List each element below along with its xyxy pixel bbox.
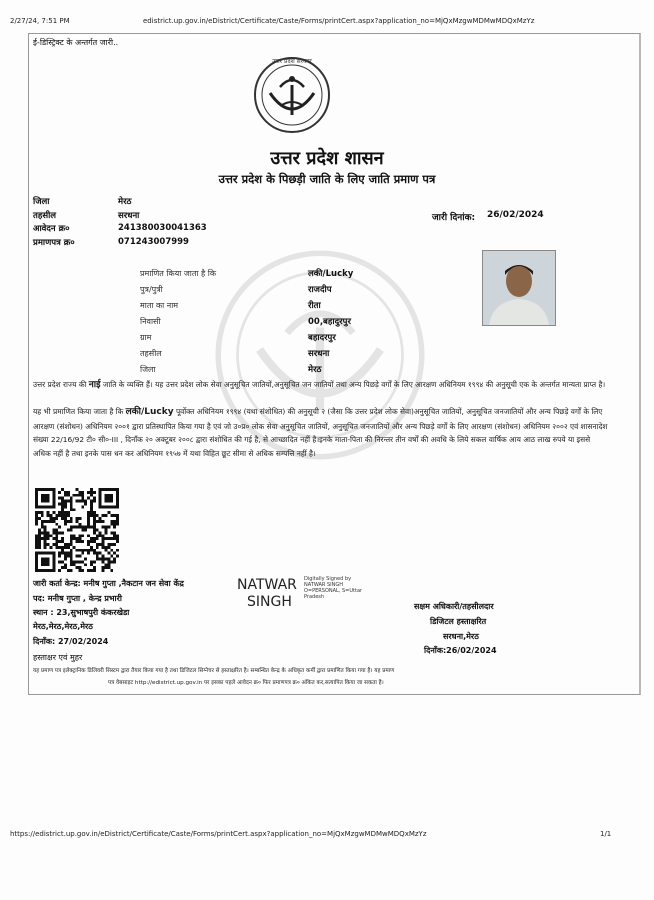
- issue-date-label: जारी दिनांक:: [432, 213, 476, 223]
- qr-code: [35, 488, 119, 572]
- authority-place: सरधना,मेरठ: [443, 632, 479, 641]
- caste-name: नाई: [88, 380, 101, 390]
- field-label: ग्राम: [140, 333, 152, 342]
- issue-date: 26/02/2024: [487, 210, 544, 220]
- field-label: तहसील: [140, 349, 162, 358]
- digital-signature-name-line2: SINGH: [247, 594, 292, 610]
- resident-value: 00,बहादुरपुर: [308, 317, 351, 327]
- certificate-number-label: प्रमाणपत्र क्र०: [33, 238, 75, 248]
- print-url: edistrict.up.gov.in/eDistrict/Certificate/Caste/Forms/printCert.aspx?application_no=MjQxMzgwMDMwMDQxMzYz: [143, 17, 535, 25]
- issuer-place: स्थान : 23,सुभाषपुरी कंकरखेडा: [33, 608, 130, 617]
- holder-name-inline: लकी/Lucky: [125, 407, 174, 417]
- mother-name: रीता: [308, 301, 321, 311]
- village-value: बहादरपुर: [308, 333, 336, 343]
- field-label: माता का नाम: [140, 301, 179, 310]
- verification-note-line1: यह प्रमाण पत्र इलेक्ट्रानिक डिलिवरी सिस्टम द्वारा तैयार किया गया है तथा डिजिटल सिग्नेचर से हस्ताक्षरित है। सम्बन्धित केन्द्र के अधिकृत कर्मी द्वारा प्रमाणित किया गया है। यह प्रमाण: [33, 668, 395, 674]
- field-label: प्रमाणित किया जाता है कि: [140, 269, 217, 278]
- verification-note-line2: पत्र वेबसाइट http://edistrict.up.gov.in पर इसका पहले आवेदन क्र० फिर प्रमाणपत्र क्र० अंकित कर,सत्यापित किया जा सकता है।: [108, 680, 384, 686]
- issued-under-note: ई-डिस्ट्रिक्ट के अन्तर्गत जारी..: [33, 38, 119, 47]
- holder-name: लकी/Lucky: [308, 269, 354, 279]
- issuer-place-district: मेरठ,मेरठ,मेरठ,मेरठ: [33, 622, 93, 631]
- district-label: जिला: [33, 197, 50, 207]
- issuer-post: पद: मनीष गुप्ता , केन्द्र प्रभारी: [33, 594, 122, 603]
- father-name: राजदीप: [308, 285, 332, 295]
- emblem-text: उत्तर प्रदेश सरकार: [272, 58, 312, 65]
- field-label: निवासी: [140, 317, 161, 326]
- digital-signature-name-line1: NATWAR: [237, 577, 297, 593]
- issuer-date: दिनाँक: 27/02/2024: [33, 637, 109, 646]
- authority-signed: डिजिटल हस्ताक्षरित: [430, 617, 487, 626]
- field-tehsil-value: सरधना: [308, 349, 330, 359]
- certificate-number: 071243007999: [118, 237, 189, 247]
- signature-and-seal-label: हस्ताक्षर एवं मुहर: [33, 653, 83, 662]
- application-label: आवेदन क्र०: [33, 224, 70, 234]
- print-page-number: 1/1: [600, 830, 612, 838]
- up-emblem-icon: [252, 55, 332, 135]
- certificate-title: उत्तर प्रदेश शासन: [270, 148, 384, 169]
- authority-title: सक्षम अधिकारी/तहसीलदार: [414, 602, 494, 611]
- print-timestamp: 2/27/24, 7:51 PM: [10, 17, 70, 25]
- field-label: पुत्र/पुत्री: [140, 285, 163, 294]
- caste-paragraph: उत्तर प्रदेश राज्य की नाई जाति के व्यक्ति हैं। यह उत्तर प्रदेश लोक सेवा अनुसूचित जातियों,अनुसूचित जन जातियों तथा अन्य पिछड़े वर्गों के लिए आरक्षण अधिनियम १९९४ की अनुसूची एक के अन्तर्गत मान्यता प्राप्त है।: [33, 380, 606, 390]
- field-label: जिला: [140, 365, 156, 374]
- digital-signature-details: Digitally Signed by NATWAR SINGH O=PERSONAL, S=Uttar Pradesh: [304, 576, 363, 600]
- issuing-center: जारी कर्ता केन्द्र: मनीष गुप्ता ,नैकटान जन सेवा केंद्र: [33, 579, 184, 588]
- application-number: 241380030041363: [118, 223, 207, 233]
- tehsil-label: तहसील: [33, 211, 57, 221]
- certificate-subtitle: उत्तर प्रदेश के पिछड़ी जाति के लिए जाति प्रमाण पत्र: [218, 172, 436, 186]
- certification-paragraph: यह भी प्रमाणित किया जाता है कि लकी/Lucky पूर्वोक्त अधिनियम १९९४ (यथा संशोधित) की अनुसूची २ (जैसा कि उत्तर प्रदेश लोक सेवा)अनुसूचित जातियों, अनुसूचित जनजातियों और अन्य पिछड़े वर्गों के लिए आरक्षण (संशोधन) अधिनियम २००१ द्वारा प्रतिस्थापित किया गया है एवं जो उ०प्र० लोक सेवा अनुसूचित जातियों, अनुसूचित जनजातियों और अन्य पिछड़े वर्गों के लिए आरक्षण (संशोधन) अधिनियम २००२ एवं शासनादेश संख्या 22/16/92 टी० सी०-III , दिनाँक २० अक्टूबर २००८ द्वारा संशोधित की गई है, से आच्छादित नहीं है।इनके माता-पिता की निरन्तर तीन वर्षों की अवधि के लिये सकल वार्षिक आय आठ लाख रुपये या इससे अधिक नहीं है तथा इनके पास धन कर अधिनियम १९५७ में यथा विहित छूट सीमा से अधिक सम्पत्ति नहीं है।: [33, 407, 608, 458]
- district-value: मेरठ: [118, 197, 132, 207]
- applicant-photo: [482, 250, 556, 326]
- field-district-value: मेरठ: [308, 365, 322, 375]
- print-footer-url: https://edistrict.up.gov.in/eDistrict/Certificate/Caste/Forms/printCert.aspx?application_no=MjQxMzgwMDMwMDQxMzYz: [10, 830, 427, 838]
- authority-date: दिनाँक:26/02/2024: [424, 646, 497, 655]
- tehsil-value: सरधना: [118, 211, 140, 221]
